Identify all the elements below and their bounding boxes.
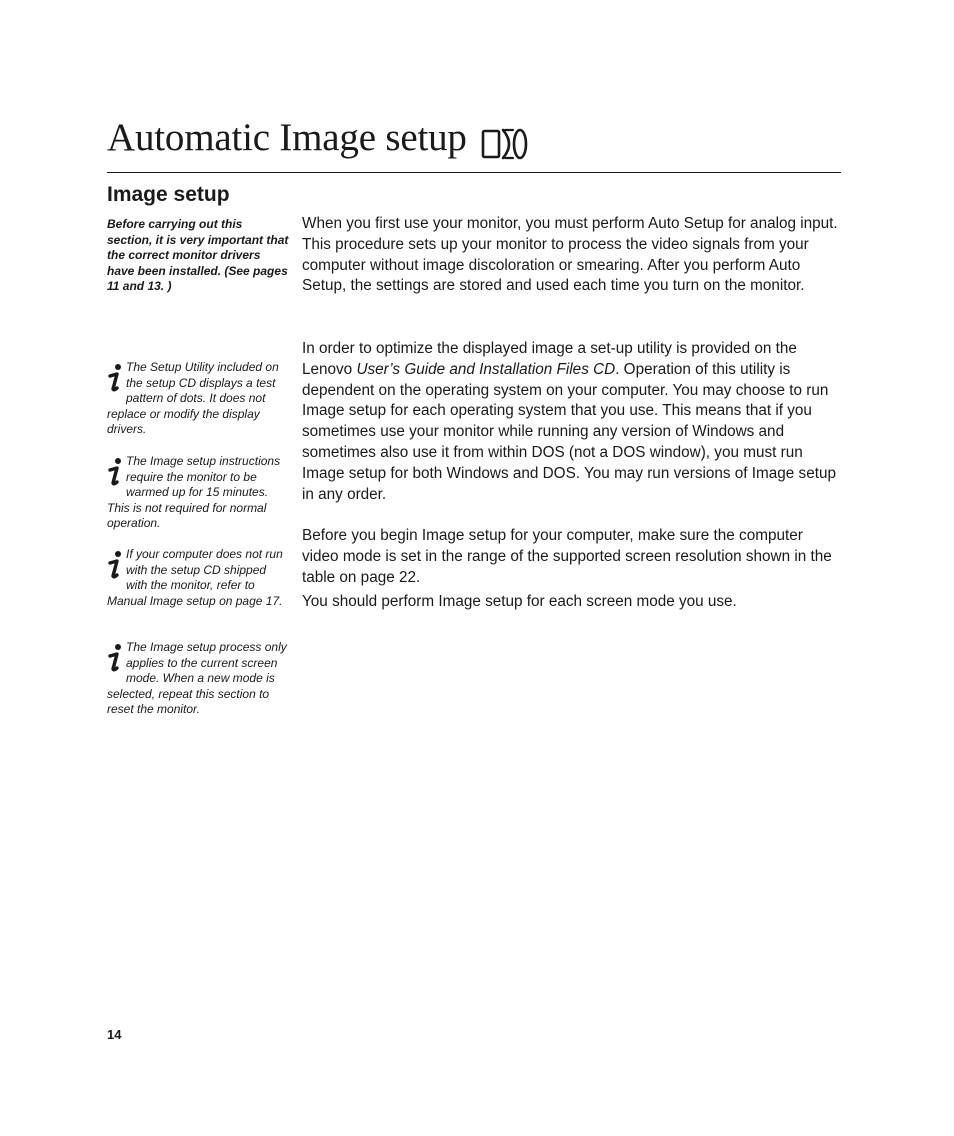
info-i-icon (107, 457, 124, 487)
driver-warning: Before carrying out this section, it is very important that the correct monitor drivers have been installed. (See pages 11 and 13. ) (107, 217, 289, 293)
page-number: 14 (107, 1027, 122, 1042)
monitor-setup-icon (481, 126, 529, 162)
video-mode-paragraph: Before you begin Image setup for your computer, make sure the computer video mode is set in the range of the supported screen resolution shown in the table on page 22. (302, 527, 832, 586)
sidebar-note (107, 360, 289, 438)
section-heading: Image setup (107, 183, 230, 206)
auto-setup-paragraph: When you first use your monitor, you must perform Auto Setup for analog input. This procedure sets up your monitor to process the video signals from your computer without image discoloration or smearing. After you perform Auto Setup, the settings are stored and used each time you turn on the monitor. (302, 215, 838, 295)
title-divider (107, 172, 841, 173)
note-text: The Setup Utility included on the setup CD displays a test pattern of dots. It does not replace or modify the display drivers. (107, 360, 279, 437)
sidebar-note (107, 454, 289, 532)
paragraph-text: . Operation of this utility is dependent on the operating system on your computer. You may choose to run Image setup for each operating system that you use. This means that if you sometimes use your monitor while running any version of Windows and sometimes also use it from within DOS (not a DOS window), you must run Image setup for both Windows and DOS. You may run versions of Image setup in any order. (302, 360, 836, 503)
info-i-icon (107, 363, 124, 393)
sidebar-note (107, 547, 289, 609)
cd-title: User’s Guide and Installation Files CD (356, 360, 616, 378)
info-i-icon (107, 643, 124, 673)
paragraph-text: In order to optimize the displayed image a set-up utility is provided on the Lenovo (302, 340, 797, 378)
note-text: The Image setup process only applies to the current screen mode. When a new mode is selected, repeat this section to reset the monitor. (107, 640, 287, 717)
page-title: Automatic Image setup (107, 116, 467, 159)
note-text: If your computer does not run with the setup CD shipped with the monitor, refer to Manual Image setup on page 17. (107, 547, 283, 608)
sidebar-note (107, 640, 289, 718)
note-text: The Image setup instructions require the monitor to be warmed up for 15 minutes. This is not required for normal operation. (107, 454, 281, 531)
setup-utility-paragraph (302, 339, 842, 505)
screen-mode-paragraph: You should perform Image setup for each screen mode you use. (302, 593, 737, 610)
info-i-icon (107, 550, 124, 580)
